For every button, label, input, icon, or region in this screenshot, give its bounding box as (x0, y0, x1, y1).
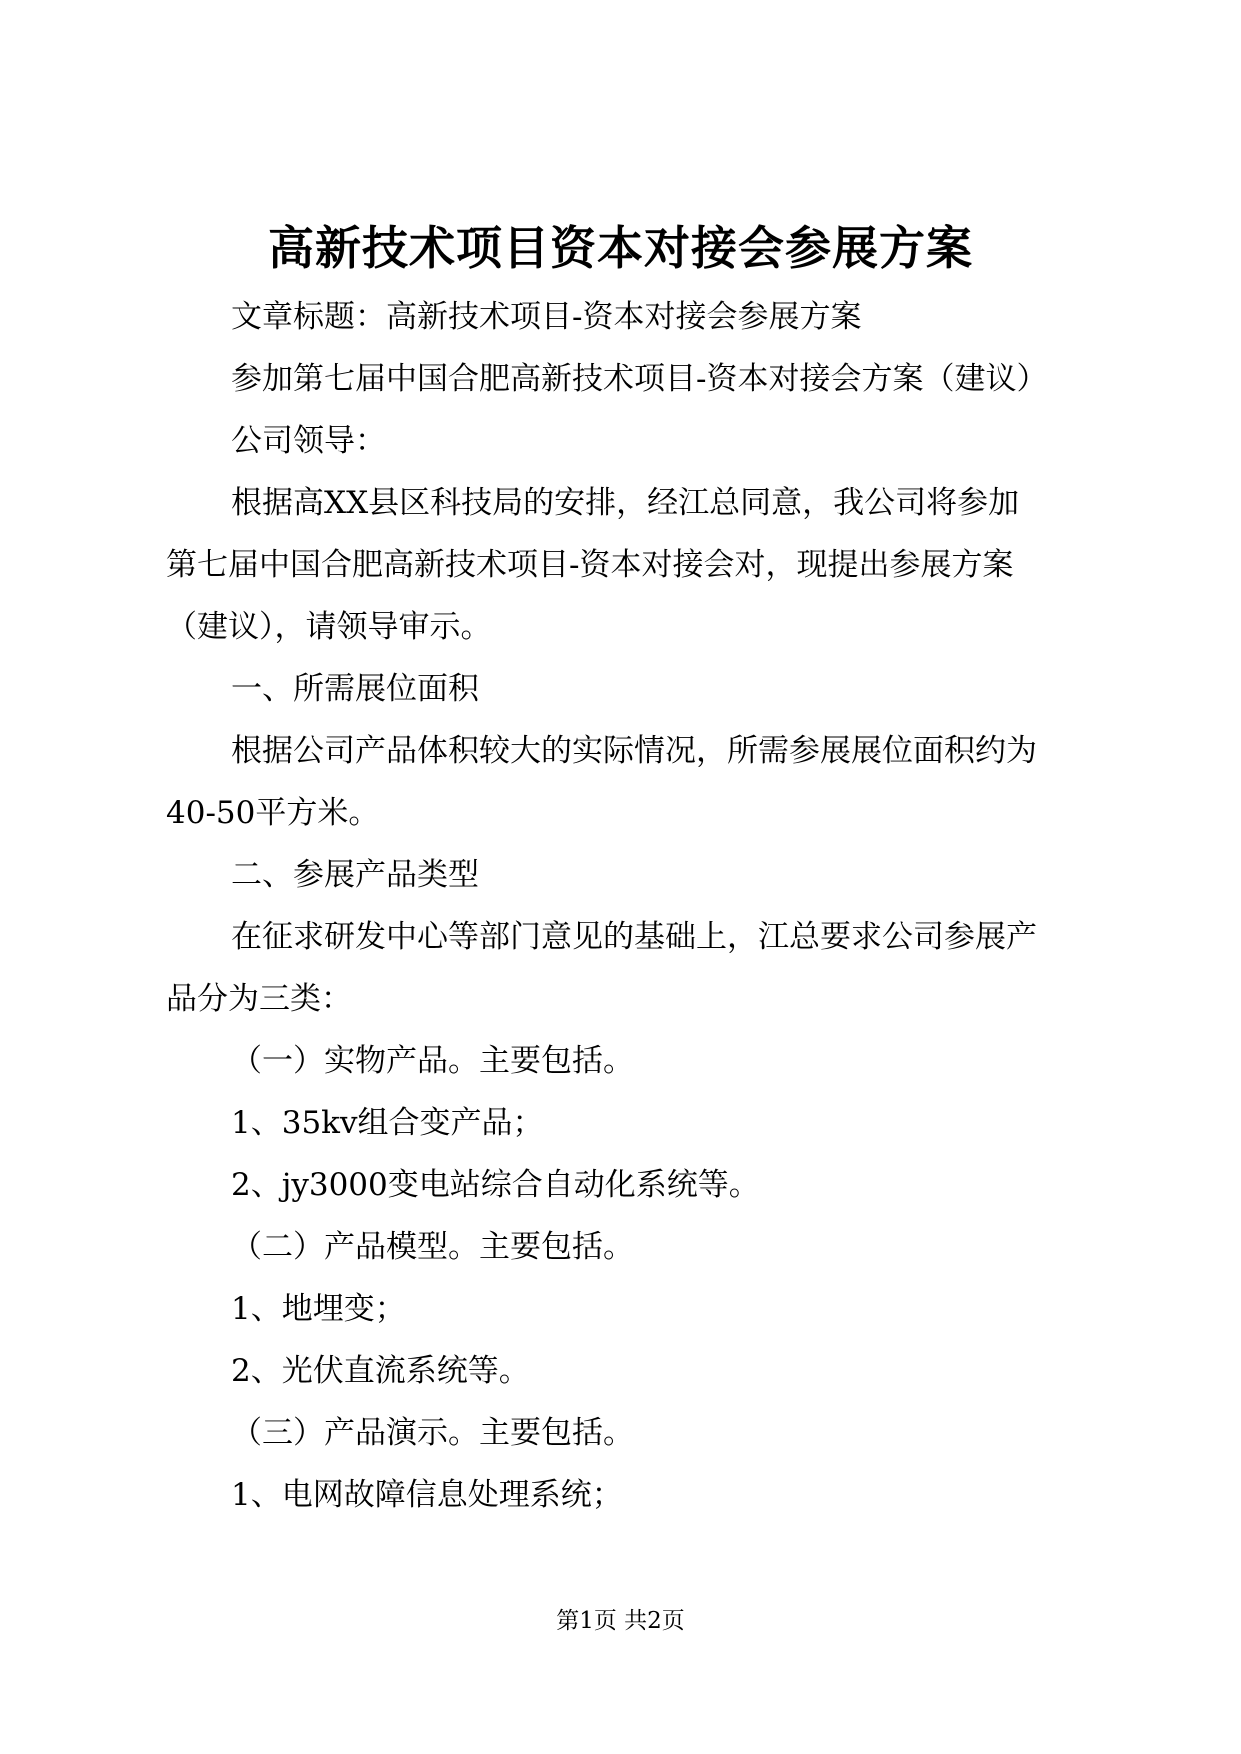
page-number-footer: 第1页 共2页 (556, 1608, 685, 1634)
subtitle-line: 参加第七届中国合肥高新技术项目-资本对接会方案（建议） (231, 361, 1048, 397)
subsection-heading: （二）产品模型。主要包括。 (231, 1229, 634, 1265)
list-item: 2、光伏直流系统等。 (231, 1353, 530, 1389)
body-line: 根据公司产品体积较大的实际情况，所需参展展位面积约为 (231, 733, 1037, 769)
salutation-line: 公司领导： (231, 423, 386, 459)
body-line: 第七届中国合肥高新技术项目-资本对接会对，现提出参展方案 (166, 547, 1014, 583)
body-line: 在征求研发中心等部门意见的基础上，江总要求公司参展产 (231, 919, 1037, 955)
list-item: 2、jy3000变电站综合自动化系统等。 (231, 1167, 760, 1203)
article-title-line: 文章标题：高新技术项目-资本对接会参展方案 (231, 299, 862, 335)
list-item: 1、电网故障信息处理系统； (231, 1477, 623, 1513)
body-line: 品分为三类： (166, 981, 352, 1017)
subsection-heading: （一）实物产品。主要包括。 (231, 1043, 634, 1079)
subsection-heading: （三）产品演示。主要包括。 (231, 1415, 634, 1451)
body-line: （建议），请领导审示。 (166, 609, 492, 645)
list-item: 1、地埋变； (231, 1291, 406, 1327)
section-heading: 二、参展产品类型 (231, 857, 479, 893)
body-line: 根据高XX县区科技局的安排，经江总同意，我公司将参加 (231, 485, 1020, 521)
document-title: 高新技术项目资本对接会参展方案 (268, 221, 973, 275)
section-heading: 一、所需展位面积 (231, 671, 479, 707)
body-line: 40-50平方米。 (166, 795, 380, 831)
list-item: 1、35kv组合变产品； (231, 1105, 544, 1141)
